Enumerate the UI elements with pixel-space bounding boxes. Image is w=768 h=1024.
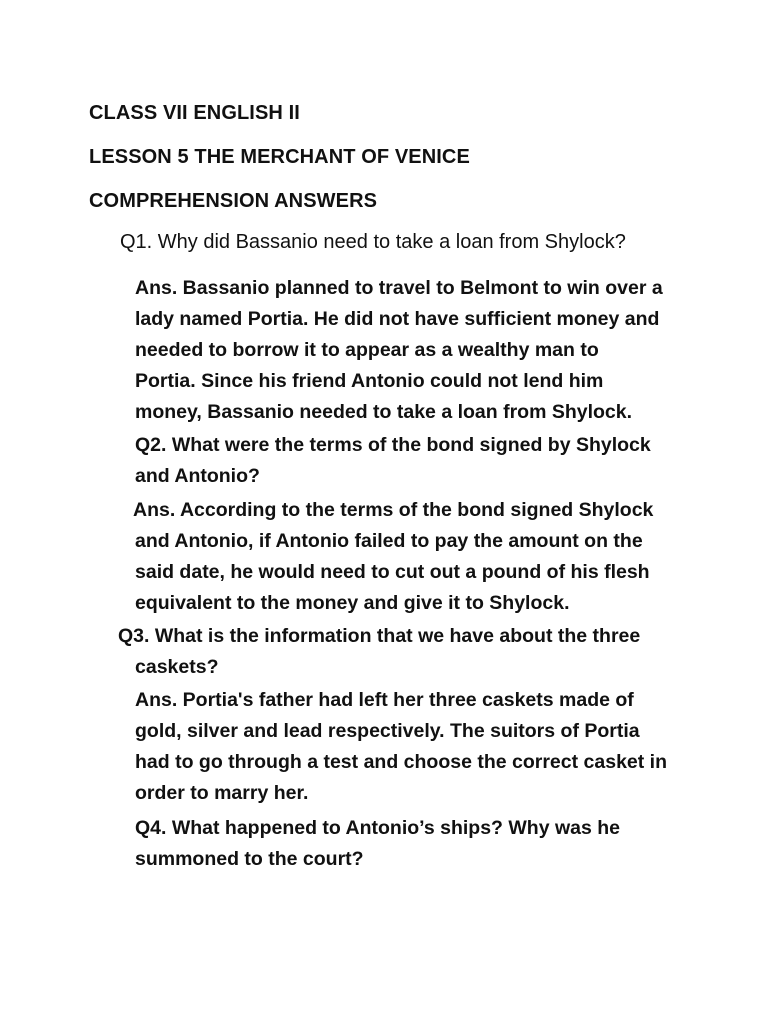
answer-2-line: said date, he would need to cut out a pound of his flesh [135,561,650,583]
answer-3-line: gold, silver and lead respectively. The suitors of Portia [135,720,640,742]
answer-2-line: and Antonio, if Antonio failed to pay the amount on the [135,530,643,552]
answer-2 [133,495,678,619]
question-2-line: Q2. What were the terms of the bond signed by Shylock [135,434,651,456]
answer-2-line: equivalent to the money and give it to Shylock. [135,592,570,614]
answer-3 [135,685,680,809]
section-title: COMPREHENSION ANSWERS [89,190,378,212]
question-3 [118,621,663,683]
answer-1-line: needed to borrow it to appear as a wealthy man to [135,339,599,361]
answer-1-line: Portia. Since his friend Antonio could not lend him [135,370,604,392]
answer-2-line: Ans. According to the terms of the bond signed Shylock [133,499,654,521]
answer-1-line: money, Bassanio needed to take a loan from Shylock. [135,401,633,423]
question-4-line: summoned to the court? [135,848,364,870]
answer-3-line: Ans. Portia's father had left her three caskets made of [135,689,634,711]
answer-3-line: had to go through a test and choose the correct casket in [135,751,668,773]
question-2 [135,430,680,492]
answer-3-line: order to marry her. [135,782,309,804]
class-title: CLASS VII ENGLISH II [89,102,300,124]
answer-1-line: lady named Portia. He did not have sufficient money and [135,308,660,330]
question-4-line: Q4. What happened to Antonio’s ships? Why was he [135,817,620,839]
answer-1-line: Ans. Bassanio planned to travel to Belmont to win over a [135,277,663,299]
question-3-line: caskets? [135,656,219,678]
lesson-title: LESSON 5 THE MERCHANT OF VENICE [89,146,470,168]
question-1: Q1. Why did Bassanio need to take a loan from Shylock? [120,231,626,253]
answer-1 [135,273,680,428]
question-2-line: and Antonio? [135,465,260,487]
question-4 [135,813,680,875]
question-3-line: Q3. What is the information that we have about the three [118,625,641,647]
